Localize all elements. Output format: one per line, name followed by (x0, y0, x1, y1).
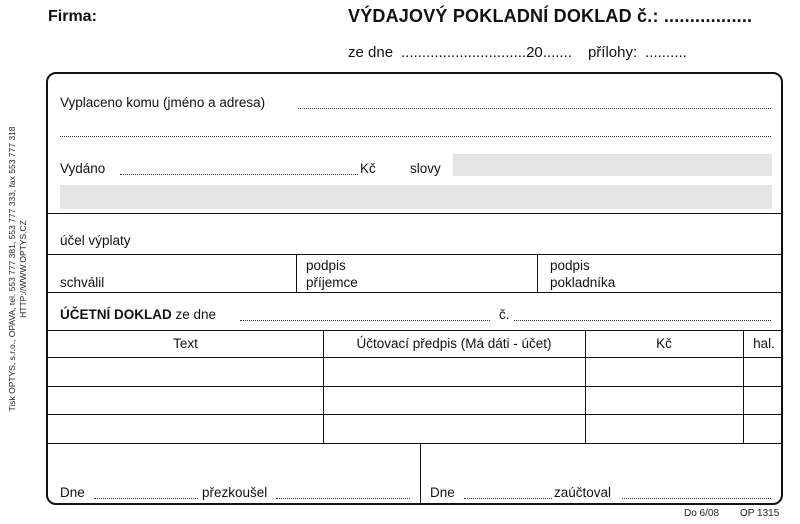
checked-label: přezkoušel (202, 485, 268, 500)
divider (48, 213, 781, 214)
currency-label: Kč (360, 161, 376, 176)
table-row-divider (48, 357, 781, 358)
footer-date-label-1: Dne (60, 485, 85, 500)
firma-label: Firma: (48, 8, 97, 25)
table-row-divider (48, 414, 781, 415)
date-dots[interactable]: .............................. (401, 44, 527, 61)
accounting-doc-bold: ÚČETNÍ DOKLAD (60, 307, 172, 322)
col-header-hal: hal. (753, 336, 775, 351)
paid-to-label: Vyplaceno komu (jméno a adresa) (60, 95, 266, 110)
product-code: OP 1315 (740, 508, 780, 519)
purpose-label: účel výplaty (60, 233, 131, 248)
booked-date-field[interactable] (464, 498, 552, 499)
number-label: č. (499, 307, 510, 322)
column-divider (537, 254, 538, 292)
voucher-form (46, 72, 783, 505)
recipient-signature-label-2: příjemce (306, 275, 358, 290)
col-header-text: Text (173, 336, 198, 351)
checked-date-field[interactable] (94, 498, 198, 499)
accounting-doc-rest: ze dne (175, 307, 217, 322)
checked-by-field[interactable] (276, 498, 410, 499)
approved-label: schválil (60, 275, 105, 290)
cashier-signature-label-1: podpis (550, 258, 590, 273)
footer-column-divider (420, 443, 421, 505)
col-header-posting: Účtovací předpis (Má dáti - účet) (356, 336, 552, 351)
table-row-divider (48, 443, 781, 444)
date-line (348, 44, 687, 61)
divider (48, 330, 781, 331)
column-divider (296, 254, 297, 292)
in-words-field[interactable] (453, 154, 772, 176)
year-label[interactable]: 20....... (526, 44, 572, 61)
col-header-kc: Kč (656, 336, 672, 351)
edition-code: Do 6/08 (684, 508, 720, 519)
table-row-divider (48, 386, 781, 387)
booked-by-field[interactable] (622, 498, 771, 499)
printer-info-line2: HTTP://WWW.OPTYS.CZ (18, 220, 28, 318)
printer-info (7, 77, 29, 461)
in-words-label: slovy (410, 161, 441, 176)
attachments-dots[interactable]: .......... (645, 44, 687, 61)
divider (48, 254, 781, 255)
issued-label: Vydáno (60, 161, 106, 176)
document-title: VÝDAJOVÝ POKLADNÍ DOKLAD č.: ................. (348, 6, 753, 26)
table-column-divider (323, 330, 324, 443)
accounting-number-field[interactable] (514, 320, 771, 321)
accounting-doc-label (60, 307, 216, 322)
issued-amount-field[interactable] (120, 174, 358, 175)
table-column-divider (585, 330, 586, 443)
booked-label: zaúčtoval (554, 485, 612, 500)
printer-info-line1: Tisk OPTYS, s.r.o., OPAVA, tel. 553 777 381, 553 777 333, fax 553 777 318 (7, 126, 17, 412)
date-label: ze dne (348, 44, 394, 61)
accounting-date-field[interactable] (240, 320, 490, 321)
recipient-signature-label-1: podpis (306, 258, 346, 273)
paid-to-field[interactable] (298, 108, 771, 109)
divider (48, 292, 781, 293)
in-words-field-line2[interactable] (60, 185, 772, 209)
footer-date-label-2: Dne (430, 485, 455, 500)
attachments-label: přílohy: (587, 44, 638, 61)
cashier-signature-label-2: pokladníka (550, 275, 616, 290)
paid-to-field-line2[interactable] (60, 136, 771, 137)
table-column-divider (743, 330, 744, 443)
